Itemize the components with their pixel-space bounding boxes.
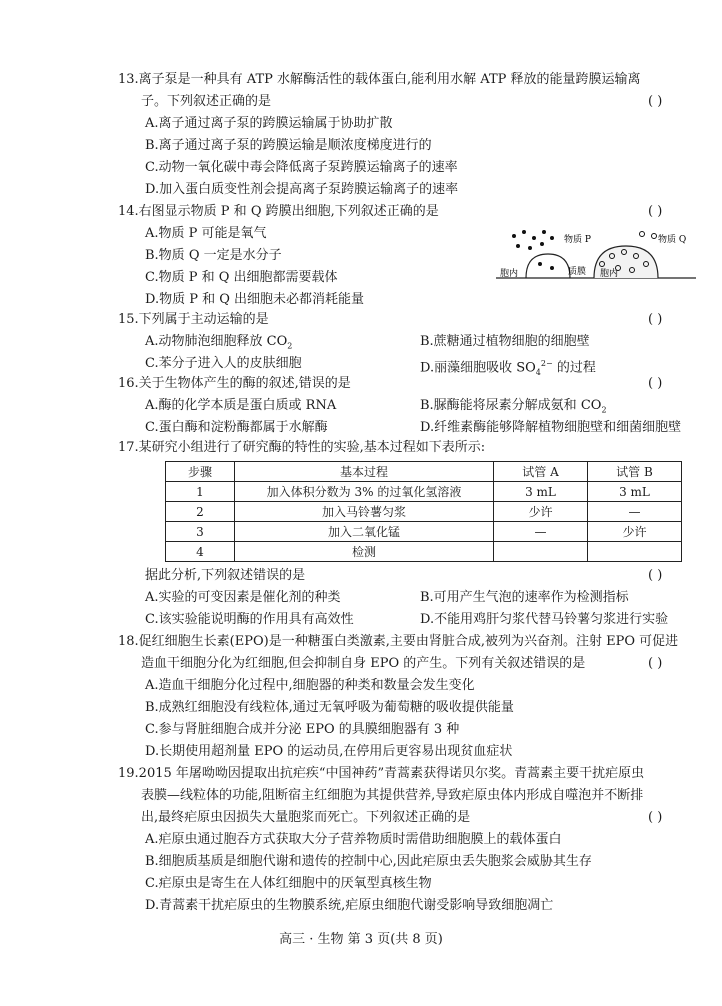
table-header-cell: 试管 A [494, 462, 588, 482]
q18-stem-line1: 18.促红细胞生长素(EPO)是一种糖蛋白类激素,主要由肾脏合成,被列为兴奋剂。注射 EPO 可促进 [118, 634, 679, 649]
q14-option-d: D.物质 P 和 Q 出细胞未必都消耗能量 [145, 292, 365, 307]
q15-option-c: C.苯分子进入人的皮肤细胞 [145, 356, 302, 371]
q13-stem-line2: 子。下列叙述正确的是 [141, 94, 272, 109]
q17-stem: 17.某研究小组进行了研究酶的特性的实验,基本过程如下表所示: [118, 440, 486, 455]
cell-left-outline [526, 254, 570, 278]
q15-answer-paren: ( ) [648, 312, 663, 327]
q16-option-d: D.纤维素酶能够降解植物细胞壁和细菌细胞壁 [420, 420, 682, 435]
q19-option-d: D.青蒿素干扰疟原虫的生物膜系统,疟原虫细胞代谢受影响导致细胞凋亡 [145, 898, 554, 913]
table-cell: — [588, 502, 682, 522]
q14-stem: 14.右图显示物质 P 和 Q 跨膜出细胞,下列叙述正确的是 [118, 204, 439, 219]
table-cell: — [494, 522, 588, 542]
table-header-row [166, 462, 682, 482]
q17-option-c: C.该实验能说明酶的作用具有高效性 [145, 612, 354, 627]
table-row [166, 542, 682, 562]
q13-option-a: A.离子通过离子泵的跨膜运输属于协助扩散 [145, 116, 393, 131]
q14-option-b: B.物质 Q 一定是水分子 [145, 248, 282, 263]
table-cell: 3 [166, 522, 235, 542]
q13-answer-paren: ( ) [648, 94, 663, 109]
table-cell [494, 542, 588, 562]
q16-option-a: A.酶的化学本质是蛋白质或 RNA [145, 398, 337, 413]
q18-option-b: B.成熟红细胞没有线粒体,通过无氧呼吸为葡萄糖的吸收提供能量 [145, 700, 514, 715]
table-cell: 加入马铃薯匀浆 [235, 502, 494, 522]
table-header-cell: 步骤 [166, 462, 235, 482]
table-cell: 2 [166, 502, 235, 522]
table-cell: 3 mL [494, 482, 588, 502]
fig-label-inside-1: 胞内 [500, 269, 519, 279]
q14-option-a: A.物质 P 可能是氧气 [145, 226, 267, 241]
table-cell: 加入二氧化锰 [235, 522, 494, 542]
q16-option-c: C.蛋白酶和淀粉酶都属于水解酶 [145, 420, 328, 435]
table-cell: 少许 [494, 502, 588, 522]
q18-option-a: A.造血干细胞分化过程中,细胞器的种类和数量会发生变化 [145, 678, 475, 693]
q17-option-b: B.可用产生气泡的速率作为检测指标 [420, 590, 629, 605]
q15-stem: 15.下列属于主动运输的是 [118, 312, 269, 327]
table-row [166, 482, 682, 502]
q18-stem-line2: 造血干细胞分化为红细胞,但会抑制自身 EPO 的产生。下列有关叙述错误的是 [141, 656, 586, 671]
q19-answer-paren: ( ) [648, 810, 663, 825]
page-footer: 高三 · 生物 第 3 页(共 8 页) [279, 932, 443, 947]
fig-label-substance-q: 物质 Q [658, 235, 687, 245]
q13-option-c: C.动物一氧化碳中毒会降低离子泵跨膜运输离子的速率 [145, 160, 458, 175]
fig-label-membrane: 质膜 [568, 267, 587, 277]
q15-option-b: B.蔗糖通过植物细胞的细胞壁 [420, 334, 590, 349]
q16-option-b: B.脲酶能将尿素分解成氨和 $CO_2$ [420, 398, 607, 415]
q17-answer-paren: ( ) [648, 568, 663, 583]
q17-option-a: A.实验的可变因素是催化剂的种类 [145, 590, 341, 605]
q17-stem-2: 据此分析,下列叙述错误的是 [145, 568, 306, 583]
q13-stem-line1: 13.离子泵是一种具有 ATP 水解酶活性的载体蛋白,能利用水解 ATP 释放的能量跨膜运输离 [118, 72, 641, 87]
experiment-table [165, 461, 682, 562]
q19-stem-line2: 表膜—线粒体的功能,阻断宿主红细胞为其提供营养,导致疟原虫体内形成自噬泡并不断排 [141, 788, 644, 803]
table-cell: 少许 [588, 522, 682, 542]
q19-stem-line3: 出,最终疟原虫因损失大量胞浆而死亡。下列叙述正确的是 [141, 810, 471, 825]
q19-option-b: B.细胞质基质是细胞代谢和遗传的控制中心,因此疟原虫丢失胞浆会威胁其生存 [145, 854, 592, 869]
q19-option-c: C.疟原虫是寄生在人体红细胞中的厌氧型真核生物 [145, 876, 432, 891]
q16-answer-paren: ( ) [648, 376, 663, 391]
q18-option-d: D.长期使用超剂量 EPO 的运动员,在停用后更容易出现贫血症状 [145, 744, 513, 759]
q18-answer-paren: ( ) [648, 656, 663, 671]
fig-label-inside-2: 胞内 [600, 269, 619, 279]
table-cell: 3 mL [588, 482, 682, 502]
q17-option-d: D.不能用鸡肝匀浆代替马铃薯匀浆进行实验 [420, 612, 669, 627]
q13-option-b: B.离子通过离子泵的跨膜运输是顺浓度梯度进行的 [145, 138, 432, 153]
table-cell: 4 [166, 542, 235, 562]
table-row [166, 522, 682, 542]
q19-stem-line1: 19.2015 年屠呦呦因提取出抗疟疾“中国神药”青蒿素获得诺贝尔奖。青蒿素主要干扰疟原虫 [118, 766, 645, 781]
table-header-cell: 试管 B [588, 462, 682, 482]
table-cell: 1 [166, 482, 235, 502]
table-row [166, 502, 682, 522]
table-cell: 检测 [235, 542, 494, 562]
fig-label-substance-p: 物质 P [564, 235, 591, 245]
table-cell [588, 542, 682, 562]
table-cell: 加入体积分数为 3% 的过氧化氢溶液 [235, 482, 494, 502]
q19-option-a: A.疟原虫通过胞吞方式获取大分子营养物质时需借助细胞膜上的载体蛋白 [145, 832, 562, 847]
q16-stem: 16.关于生物体产生的酶的叙述,错误的是 [118, 376, 351, 391]
q14-answer-paren: ( ) [648, 204, 663, 219]
table-header-cell: 基本过程 [235, 462, 494, 482]
substance-p-dots [512, 230, 554, 270]
q15-option-d: D.丽藻细胞吸收 $SO_4^{2-}$ 的过程 [420, 359, 596, 377]
membrane-transport-figure [496, 224, 696, 286]
q18-option-c: C.参与肾脏细胞合成并分泌 EPO 的具膜细胞器有 3 种 [145, 722, 460, 737]
q13-option-d: D.加入蛋白质变性剂会提高离子泵跨膜运输离子的速率 [145, 182, 459, 197]
q15-option-a: A.动物肺泡细胞释放 $CO_2$ [145, 334, 293, 351]
q14-option-c: C.物质 P 和 Q 出细胞都需要载体 [145, 270, 338, 285]
